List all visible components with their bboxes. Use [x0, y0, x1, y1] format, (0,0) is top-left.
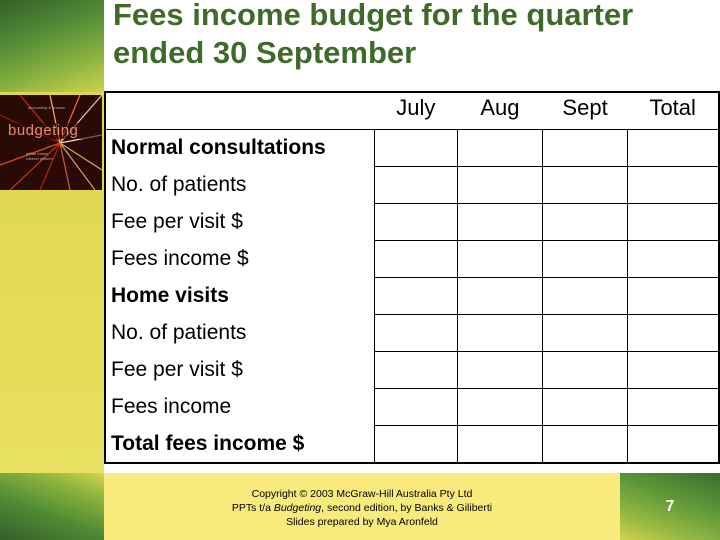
- table-cell: [375, 278, 458, 315]
- column-header: July: [375, 92, 458, 130]
- table-row: [105, 204, 719, 241]
- table-cell: [375, 204, 458, 241]
- table-header-row: [105, 92, 719, 130]
- column-header: Sept: [543, 92, 628, 130]
- table-row: [105, 389, 719, 426]
- table-cell: [457, 389, 543, 426]
- table-row: [105, 278, 719, 315]
- bottom-left-green-corner: [0, 473, 104, 540]
- slide-title: Fees income budget for the quarter ended 30 September: [113, 0, 634, 70]
- table-cell: [543, 426, 628, 464]
- table-cell: [457, 167, 543, 204]
- table-cell: [457, 315, 543, 352]
- copyright-notice: [104, 487, 620, 529]
- table-cell: [375, 426, 458, 464]
- table-cell: [457, 204, 543, 241]
- edition-prefix: PPTs t/a: [231, 502, 274, 514]
- table-cell: [627, 315, 719, 352]
- row-label: Home visits: [105, 278, 375, 315]
- row-label: No. of patients: [105, 315, 375, 352]
- fees-budget-table: [104, 91, 720, 464]
- book-cover-authors: gillian banks roberto giliberti: [26, 151, 53, 161]
- table-cell: [375, 130, 458, 167]
- table-cell: [457, 241, 543, 278]
- table-cell: [457, 352, 543, 389]
- table-cell: [627, 352, 719, 389]
- header-blank-cell: [105, 92, 375, 130]
- book-title-italic: Budgeting: [273, 502, 322, 514]
- slides-credit-line: Slides prepared by Mya Aronfeld: [286, 516, 438, 528]
- row-label: Normal consultations: [105, 130, 375, 167]
- table-cell: [627, 278, 719, 315]
- table-cell: [627, 130, 719, 167]
- table-cell: [543, 241, 628, 278]
- table-cell: [457, 278, 543, 315]
- table-cell: [543, 204, 628, 241]
- table-cell: [375, 167, 458, 204]
- table-row: [105, 352, 719, 389]
- table-cell: [543, 130, 628, 167]
- table-cell: [543, 389, 628, 426]
- table-cell: [627, 389, 719, 426]
- table-cell: [543, 352, 628, 389]
- top-left-green-corner: [0, 0, 104, 92]
- table-row: [105, 315, 719, 352]
- table-cell: [543, 315, 628, 352]
- column-header: Aug: [457, 92, 543, 130]
- edition-line: [104, 501, 620, 515]
- row-label: No. of patients: [105, 167, 375, 204]
- book-cover-image: [0, 95, 102, 190]
- table-cell: [375, 241, 458, 278]
- row-label: Fees income: [105, 389, 375, 426]
- copyright-line: Copyright © 2003 McGraw-Hill Australia Pty Ltd: [251, 488, 473, 500]
- edition-suffix: , second edition, by Banks & Giliberti: [321, 502, 493, 514]
- table-row: [105, 241, 719, 278]
- table-cell: [627, 241, 719, 278]
- table-row: [105, 426, 719, 464]
- table-cell: [627, 426, 719, 464]
- table-cell: [543, 278, 628, 315]
- row-label: Fee per visit $: [105, 352, 375, 389]
- row-label: Fee per visit $: [105, 204, 375, 241]
- slide-number: 7: [665, 498, 675, 515]
- table-cell: [627, 167, 719, 204]
- table-cell: [627, 204, 719, 241]
- table-cell: [375, 352, 458, 389]
- row-label: Total fees income $: [105, 426, 375, 464]
- table-row: [105, 167, 719, 204]
- table-cell: [457, 426, 543, 464]
- row-label: Fees income $: [105, 241, 375, 278]
- table-row: [105, 130, 719, 167]
- table-cell: [375, 315, 458, 352]
- book-cover-title: budgeting: [8, 122, 79, 139]
- book-cover-subtitle: accounting & finance: [28, 105, 66, 110]
- table-cell: [457, 130, 543, 167]
- footer-band: [104, 473, 620, 540]
- column-header: Total: [627, 92, 719, 130]
- table-cell: [543, 167, 628, 204]
- table-cell: [375, 389, 458, 426]
